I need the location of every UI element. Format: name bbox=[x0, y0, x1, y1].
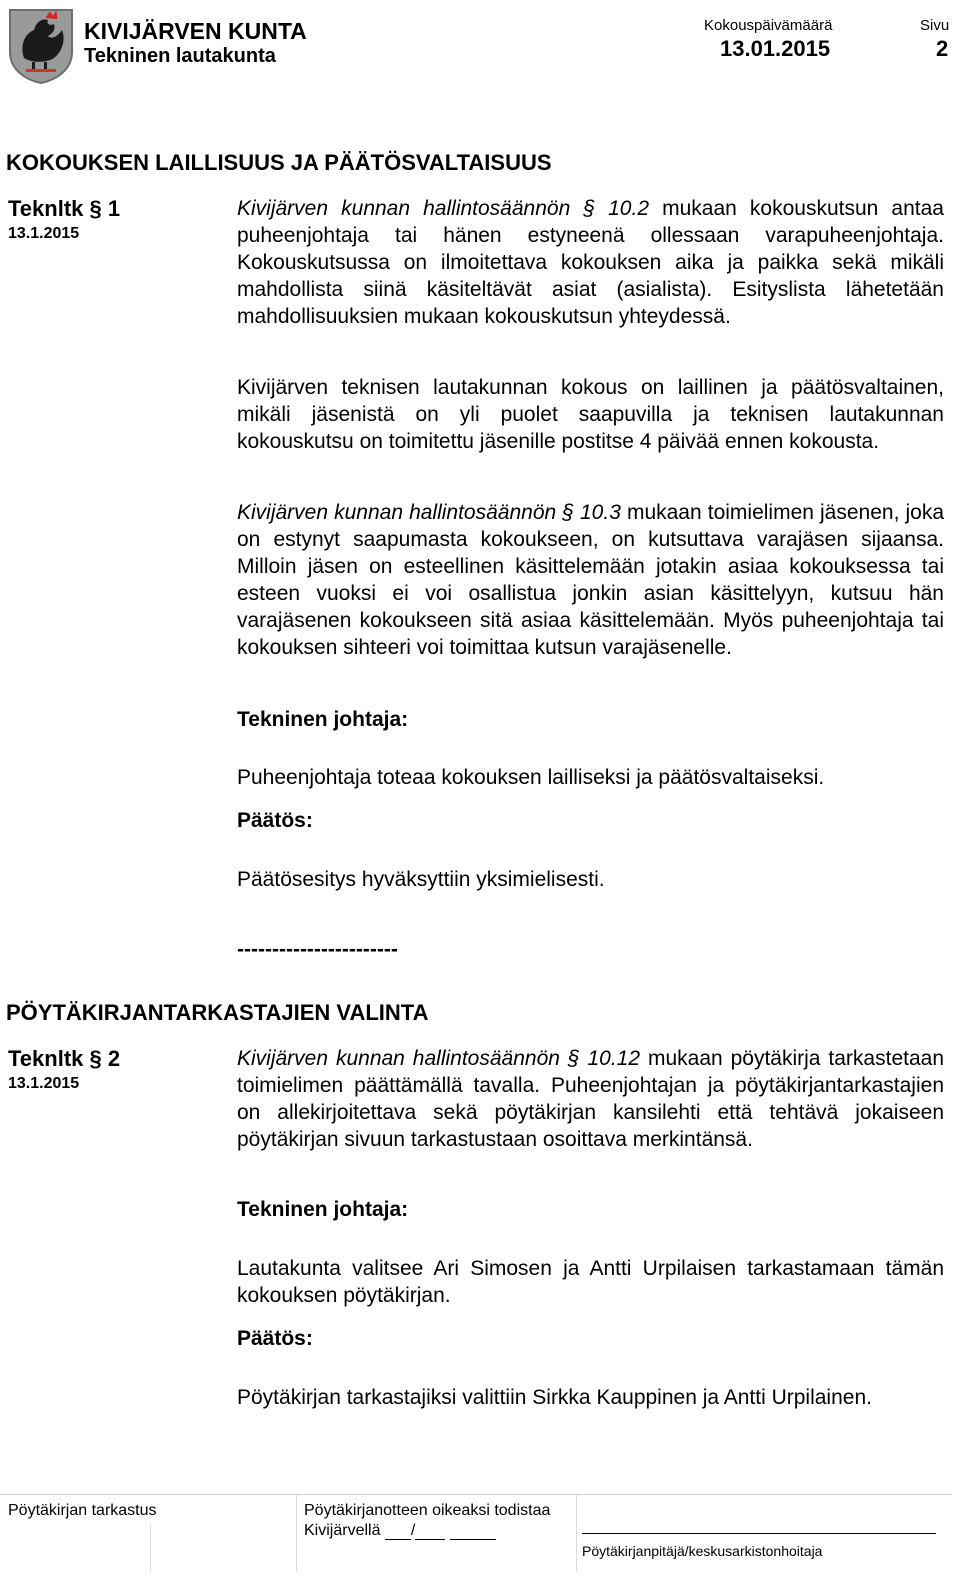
paragraph-number-2: Teknltk § 2 bbox=[8, 1046, 121, 1071]
proposal-heading-2: Tekninen johtaja: bbox=[237, 1198, 409, 1221]
review-label: Pöytäkirjan tarkastus bbox=[8, 1502, 157, 1519]
signer-label: Pöytäkirjanpitäjä/keskusarkistonhoitaja bbox=[582, 1543, 823, 1559]
section-1-paragraph-1: Kivijärven kunnan hallintosäännön § 10.2 mukaan kokouskutsun antaa puheenjohtaja tai hänen estyneenä ollessaan varapuheenjohtaja. Kokouskutsussa on ilmoitettava kokouksen aika ja paikka sekä mikäli mahdollista siinä käsiteltävät asiat (asialista). Esityslista lähetetään mahdollisuuksien mukaan kokouskutsun yhteydessä. bbox=[237, 197, 944, 328]
certification-box bbox=[296, 1495, 577, 1571]
section-title-1: KOKOUKSEN LAILLISUUS JA PÄÄTÖSVALTAISUUS bbox=[6, 150, 552, 175]
page-footer bbox=[0, 1494, 952, 1571]
certify-label: Pöytäkirjanotteen oikeaksi todistaa bbox=[304, 1502, 551, 1519]
paragraph-date-2: 13.1.2015 bbox=[8, 1075, 80, 1092]
regulation-reference: Kivijärven kunnan hallintosäännön § 10.12 bbox=[237, 1047, 641, 1070]
organization-name: KIVIJÄRVEN KUNTA bbox=[84, 18, 307, 44]
page-number: 2 bbox=[936, 36, 949, 61]
proposal-text-1: Puheenjohtaja toteaa kokouksen lailliseksi ja päätösvaltaiseksi. bbox=[237, 766, 825, 789]
paragraph-date-1: 13.1.2015 bbox=[8, 225, 80, 242]
meeting-date-label: Kokouspäivämäärä bbox=[704, 17, 833, 34]
page-label: Sivu bbox=[920, 17, 950, 34]
section-title-2: PÖYTÄKIRJANTARKASTAJIEN VALINTA bbox=[6, 1000, 429, 1025]
department-name: Tekninen lautakunta bbox=[84, 45, 276, 67]
paragraph-number-1: Teknltk § 1 bbox=[8, 196, 121, 221]
decision-text-2: Pöytäkirjan tarkastajiksi valittiin Sirkka Kauppinen ja Antti Urpilainen. bbox=[237, 1386, 872, 1409]
place-date-line: Kivijärvellä / bbox=[304, 1522, 496, 1540]
review-signature-cell bbox=[150, 1525, 297, 1571]
proposal-heading-1: Tekninen johtaja: bbox=[237, 708, 409, 731]
proposal-text-2: Lautakunta valitsee Ari Simosen ja Antti Urpilaisen tarkastamaan tämän kokouksen pöytäkirjan. bbox=[237, 1257, 944, 1307]
year-blank bbox=[450, 1525, 496, 1540]
decision-heading-1: Päätös: bbox=[237, 809, 313, 832]
day-blank bbox=[385, 1525, 411, 1540]
section-separator: ----------------------- bbox=[237, 938, 398, 961]
section-1-paragraph-2: Kivijärven teknisen lautakunnan kokous on laillinen ja päätösvaltainen, mikäli jäsenistä on yli puolet saapuvilla ja teknisen lautakunnan kokouskutsu on toimitettu jäsenille postitse 4 päivää ennen kokousta. bbox=[237, 376, 944, 453]
rooster-crest-icon bbox=[6, 6, 76, 84]
section-1-paragraph-3: Kivijärven kunnan hallintosäännön § 10.3 mukaan toimielimen jäsenen, joka on estynyt saapumasta kokoukseen, on kutsuttava varajäsen sijaansa. Milloin jäsen on esteellinen käsittelemään jotakin asiaa kokouksessa tai esteen vuoksi ei voi osallistua jonkin asian käsittelyyn, kutsuu hän varajäsenen kokoukseen sitä asiaa käsittelemään. Myös puheenjohtaja tai kokouksen sihteeri voi toimittaa kutsun varajäsenelle. bbox=[237, 501, 944, 659]
month-blank bbox=[415, 1525, 445, 1540]
signature-line bbox=[582, 1533, 936, 1534]
section-2-paragraph-1: Kivijärven kunnan hallintosäännön § 10.12 mukaan pöytäkirja tarkastetaan toimielimen päättämällä tavalla. Puheenjohtajan ja pöytäkirjantarkastajien on allekirjoitettava sekä pöytäkirjan kansilehti että tehtävä jokaiseen pöytäkirjan sivuun tarkastustaan osoittava merkintänsä. bbox=[237, 1047, 944, 1151]
regulation-reference: Kivijärven kunnan hallintosäännön § 10.3 bbox=[237, 501, 621, 524]
decision-heading-2: Päätös: bbox=[237, 1327, 313, 1350]
regulation-reference: Kivijärven kunnan hallintosäännön § 10.2 bbox=[237, 197, 650, 220]
meeting-date-value: 13.01.2015 bbox=[720, 36, 831, 61]
decision-text-1: Päätösesitys hyväksyttiin yksimielisesti. bbox=[237, 868, 605, 891]
